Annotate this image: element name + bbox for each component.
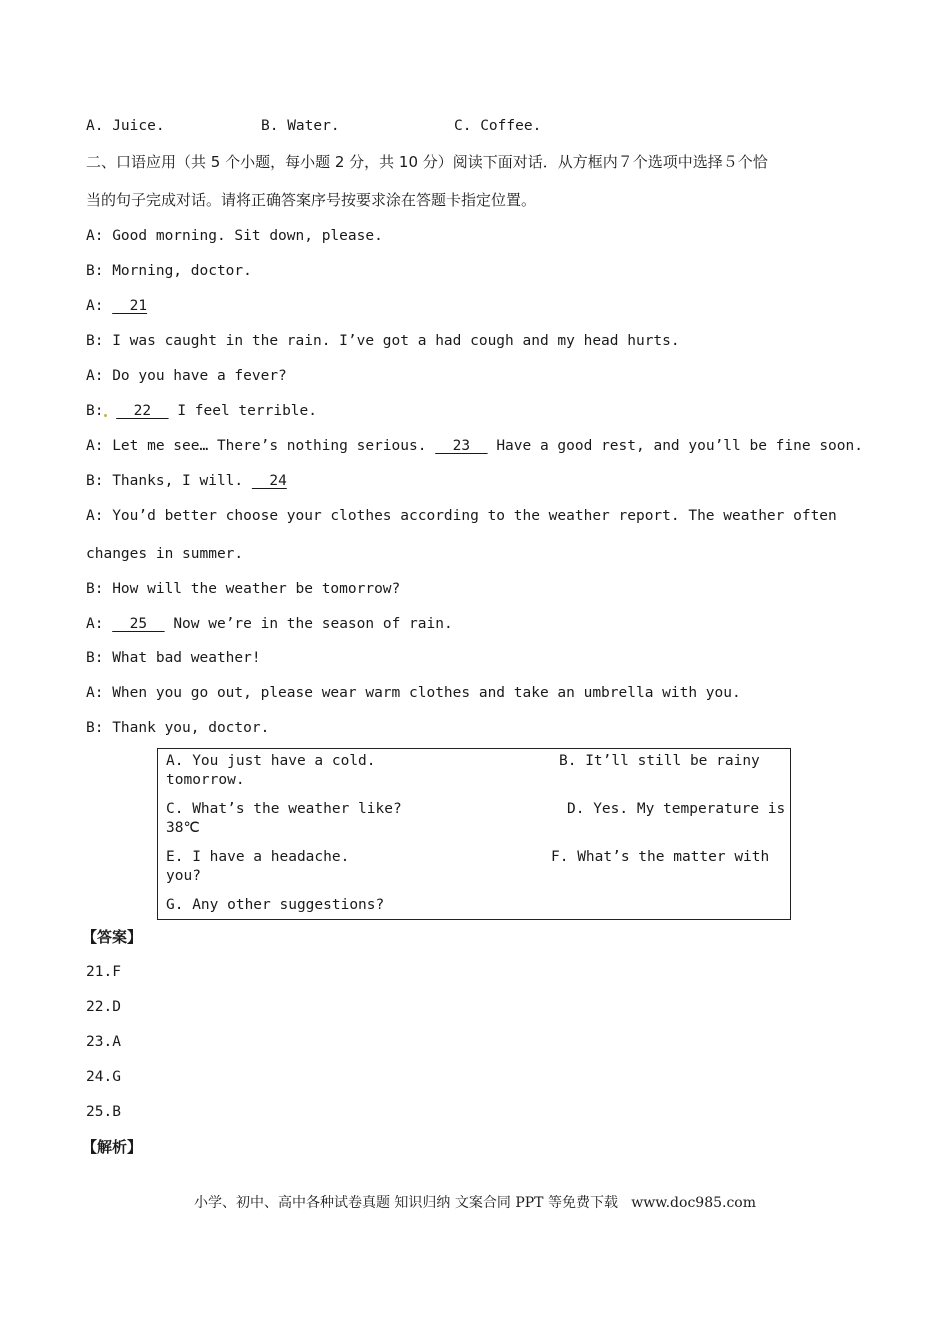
choice-d: D. Yes. My temperature is [567,801,786,817]
choice-g: G. Any other suggestions? [166,897,385,913]
dialogue-line: A: Good morning. Sit down, please. [86,228,383,244]
dialogue-line: changes in summer. [86,546,244,562]
answer-item: 25.B [86,1104,121,1120]
option-b: B. Water. [261,118,340,134]
dialogue-line: A: You’d better choose your clothes according to the weather report. The weather often [86,508,837,524]
blank-22: 22 [116,403,169,419]
dialogue-line [86,614,453,634]
dialogue-line [86,471,287,491]
answer-item: 24.G [86,1069,121,1085]
dialogue-line: A: When you go out, please wear warm clothes and take an umbrella with you. [86,685,741,701]
speaker-prefix: A: [86,298,113,314]
choice-c: C. What’s the weather like? [166,801,402,817]
option-a: A. Juice. [86,118,165,134]
answer-item: 23.A [86,1034,121,1050]
speaker-prefix: B: [86,403,104,419]
choice-b-continued: tomorrow. [166,772,245,788]
line-suffix: Have a good rest, and you’ll be fine soon. [487,438,863,454]
line-prefix: B: Thanks, I will. [86,473,252,489]
line-suffix: Now we’re in the season of rain. [164,616,453,632]
dialogue-line: B: Thank you, doctor. [86,720,270,736]
choice-a: A. You just have a cold. [166,753,376,769]
speaker-prefix: A: [86,616,113,632]
choice-d-continued: 38℃ [166,820,200,836]
blank-25: 25 [112,616,165,632]
dialogue-line [86,296,147,316]
dialogue-line [86,401,317,421]
option-c: C. Coffee. [454,118,542,134]
choice-f: F. What’s the matter with [551,849,770,865]
choices-box [157,748,791,920]
dialogue-line: B: Morning, doctor. [86,263,252,279]
dialogue-line: B: What bad weather! [86,650,261,666]
analysis-heading: 【解析】 [82,1138,143,1156]
dialogue-line: B: I was caught in the rain. I’ve got a had cough and my head hurts. [86,333,680,349]
page-footer: 小学、初中、高中各种试卷真题 知识归纳 文案合同 PPT 等免费下载 www.doc985.com [193,1195,756,1211]
line-suffix: I feel terrible. [168,403,317,419]
choice-b: B. It’ll still be rainy [559,753,760,769]
choice-f-continued: you? [166,868,201,884]
dialogue-line [86,436,863,456]
section-instructions-line-2: 当的句子完成对话。请将正确答案序号按要求涂在答题卡指定位置。 [86,191,537,209]
answer-heading: 【答案】 [82,928,143,946]
dialogue-line: B: How will the weather be tomorrow? [86,581,401,597]
blank-21: 21 [112,298,148,314]
line-prefix: A: Let me see… There’s nothing serious. [86,438,436,454]
blank-23: 23 [435,438,488,454]
answer-item: 21.F [86,964,121,980]
choice-e: E. I have a headache. [166,849,350,865]
answer-item: 22.D [86,999,121,1015]
section-instructions-line-1: 二、口语应用（共 5 个小题，每小题 2 分，共 10 分）阅读下面对话．从方框内７个选项中选择５个恰 [86,153,768,171]
dialogue-line: A: Do you have a fever? [86,368,287,384]
blank-24: 24 [251,473,287,489]
